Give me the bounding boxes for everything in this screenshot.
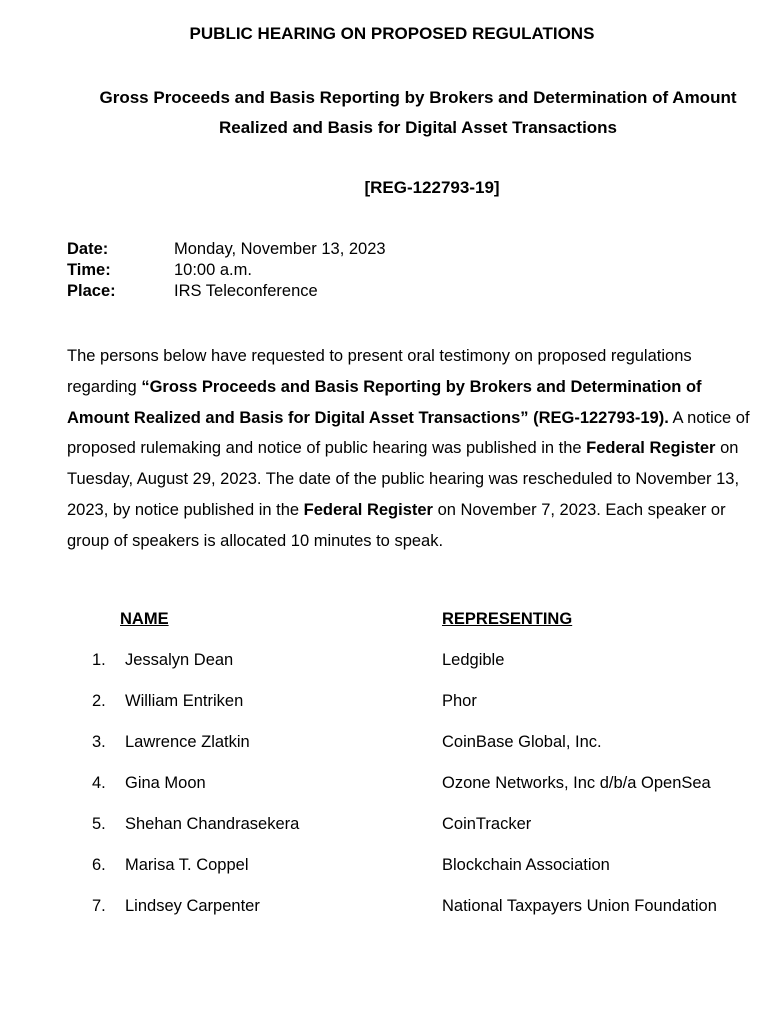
speaker-name: William Entriken [125, 692, 244, 710]
paragraph-text-3: on Tuesday, August 29, 2023. The date of the public hearing was rescheduled to November 13, 2023, by notice published in the [67, 439, 740, 519]
speaker-organization: National Taxpayers Union Foundation [442, 897, 717, 915]
speaker-number: 1. [92, 651, 106, 669]
speaker-row [0, 815, 784, 856]
speaker-organization: Ledgible [442, 651, 505, 669]
paragraph-text-2: A notice of proposed rulemaking and notice of public hearing was published in the [67, 408, 750, 458]
regulation-title [60, 83, 776, 143]
speaker-row [0, 651, 784, 692]
date-value: Monday, November 13, 2023 [174, 240, 386, 258]
speaker-name: Gina Moon [125, 774, 206, 792]
regulation-title-line2: Realized and Basis for Digital Asset Transactions [218, 118, 618, 137]
speaker-number: 7. [92, 897, 106, 915]
speaker-organization: CoinTracker [442, 815, 532, 833]
time-label: Time: [67, 261, 111, 279]
speaker-organization: Blockchain Association [442, 856, 610, 874]
regulation-number: [REG-122793-19] [364, 178, 500, 197]
paragraph-regulation-title: “Gross Proceeds and Basis Reporting by Brokers and Determination of Amount Realized and Basis for Digital Asset Transactions” (REG-122793-19). [67, 377, 702, 427]
speaker-row [0, 856, 784, 897]
speaker-list [0, 651, 784, 938]
speaker-name: Lindsey Carpenter [125, 897, 260, 915]
page-title: PUBLIC HEARING ON PROPOSED REGULATIONS [189, 24, 595, 43]
date-row [67, 239, 386, 260]
date-label: Date: [67, 240, 109, 258]
place-value: IRS Teleconference [174, 282, 318, 300]
speaker-organization: Ozone Networks, Inc d/b/a OpenSea [442, 774, 711, 792]
speaker-organization: Phor [442, 692, 477, 710]
speaker-name: Shehan Chandrasekera [125, 815, 300, 833]
speaker-row [0, 692, 784, 733]
paragraph-federal-register-2: Federal Register [303, 500, 433, 519]
name-column-header: NAME [120, 610, 169, 628]
speaker-row [0, 733, 784, 774]
speaker-number: 4. [92, 774, 106, 792]
paragraph-federal-register-1: Federal Register [586, 439, 716, 458]
speaker-row [0, 774, 784, 815]
time-value: 10:00 a.m. [174, 261, 252, 279]
paragraph-text-4: on November 7, 2023. Each speaker or group of speakers is allocated 10 minutes to speak. [67, 500, 726, 550]
speaker-number: 3. [92, 733, 106, 751]
place-label: Place: [67, 282, 116, 300]
hearing-details [67, 239, 386, 302]
speaker-number: 5. [92, 815, 106, 833]
time-row [67, 260, 386, 281]
representing-column-header: REPRESENTING [442, 610, 573, 628]
regulation-title-line1: Gross Proceeds and Basis Reporting by Brokers and Determination of Amount [99, 88, 737, 107]
paragraph-text-1: The persons below have requested to present oral testimony on proposed regulations regarding [67, 347, 692, 396]
speaker-name: Lawrence Zlatkin [125, 733, 250, 751]
speaker-number: 2. [92, 692, 106, 710]
speaker-name: Marisa T. Coppel [125, 856, 249, 874]
speaker-row [0, 897, 784, 938]
speaker-organization: CoinBase Global, Inc. [442, 733, 602, 751]
speaker-number: 6. [92, 856, 106, 874]
place-row [67, 281, 386, 302]
speaker-name: Jessalyn Dean [125, 651, 234, 669]
hearing-notice-paragraph [67, 341, 757, 557]
